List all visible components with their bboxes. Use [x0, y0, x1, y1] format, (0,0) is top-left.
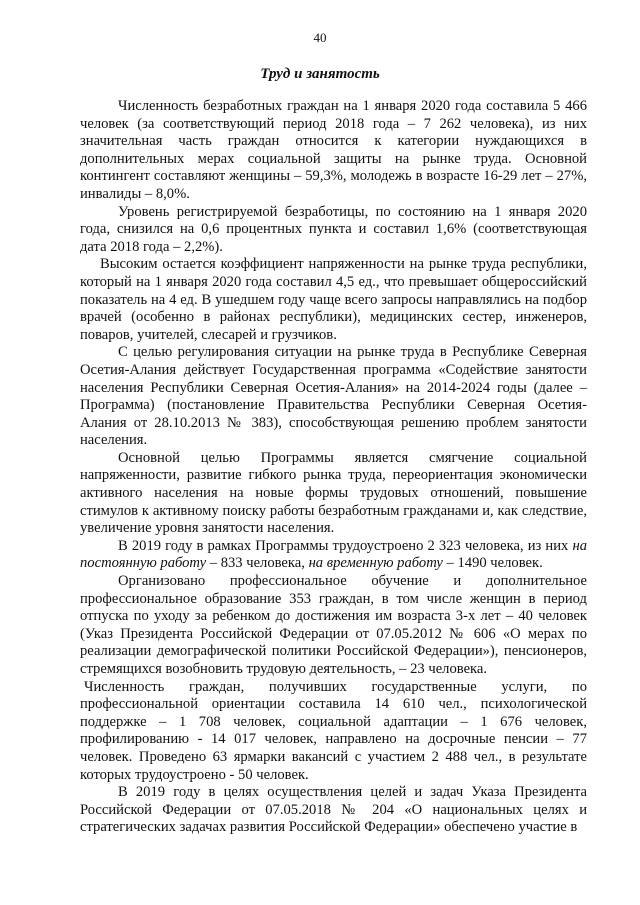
paragraph-tension-coefficient: Высоким остается коэффициент напряженности на рынке труда республики, который на 1 января 2020 года составил 4,5 ед., что превышает общероссийский показатель на 4 ед. В ушедшем году чаще всего запросы направлялись на подбор врачей (особенно в районах республики), медицинских сестер, инженеров, поваров, учителей, слесарей и грузчиков. [80, 256, 587, 343]
section-title: Труд и занятость [260, 66, 380, 82]
employment-temporary-work: на временную работу [308, 555, 443, 572]
employment-permanent-work: на постоянную работу [80, 537, 587, 572]
paragraph-unemployment-rate: Уровень регистрируемой безработицы, по состоянию на 1 января 2020 года, снизился на 0,6 процентных пункта и составил 1,6% (соответствующая дата 2018 года – 2,2%). [80, 203, 587, 255]
employment-text-2: – 833 человека, [206, 555, 309, 572]
paragraph-national-goals: В 2019 году в целях осуществления целей и задач Указа Президента Российской Федерации от 07.05.2018 № 204 «О национальных целях и стратегических задачах развития Российской Федерации» обеспечено участие в [80, 784, 587, 836]
section-body [80, 98, 587, 837]
paragraph-public-services: Численность граждан, получивших государственные услуги, по профессиональной ориентации составила 14 610 чел., психологической поддержке – 1 708 человек, социальной адаптации – 1 676 человек, профилированию - 14 017 человек, направлено на досрочные пенсии – 77 человек. Проведено 63 ярмарки вакансий с участием 2 488 чел., в результате которых трудоустроено - 50 человек. [80, 678, 587, 783]
paragraph-state-program: С целью регулирования ситуации на рынке труда в Республике Северная Осетия-Алания действует Государственная программа «Содействие занятости населения Республики Северная Осетия-Алания» на 2014-2024 годы (далее – Программа) (постановление Правительства Республики Северная Осетия-Алания от 28.10.2013 № 383), способствующая решению проблем занятости населения. [80, 344, 587, 449]
paragraph-unemployment-count: Численность безработных граждан на 1 января 2020 года составила 5 466 человек (за соответствующий период 2018 года – 7 262 человека), из них значительная часть граждан относится к категории нуждающихся в дополнительных мерах социальной защиты на рынке труда. Основной контингент составляют женщины – 59,3%, молодежь в возрасте 16-29 лет – 27%, инвалиды – 8,0%. [80, 98, 587, 202]
employment-text-1: В 2019 году в рамках Программы трудоустроено 2 323 человека, из них [118, 537, 573, 554]
paragraph-professional-training: Организовано профессиональное обучение и дополнительное профессиональное образование 353 граждан, в том числе женщин в период отпуска по уходу за ребенком до достижения им возраста 3-х лет – 40 человек (Указ Президента Российской Федерации от 07.05.2012 № 606 «О мерах по реализации демографической политики Российской Федерации»), пенсионеров, стремящихся возобновить трудовую деятельность, – 23 человека. [80, 573, 587, 677]
page-number: 40 [313, 30, 327, 45]
employment-text-3: – 1490 человек. [442, 555, 543, 572]
paragraph-program-goal: Основной целью Программы является смягчение социальной напряженности, развитие гибкого рынка труда, переориентация экономически активного населения на новые формы трудовых отношений, повышение стимулов к активному поиску работы безработным гражданами и, как следствие, увеличение уровня занятости населения. [80, 449, 587, 537]
paragraph-employment-results [80, 538, 587, 573]
